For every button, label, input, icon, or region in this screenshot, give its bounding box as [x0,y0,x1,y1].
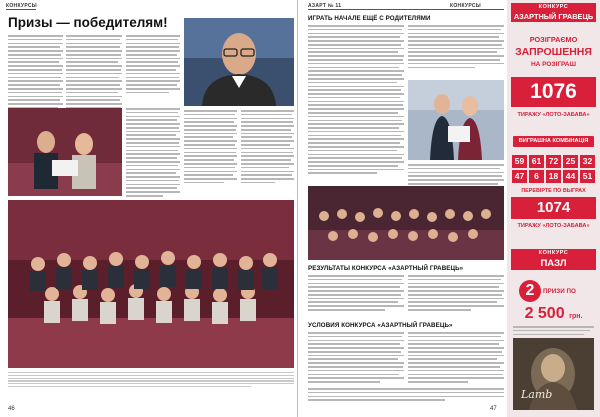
event-photo-1 [8,108,122,196]
winning-number: 47 [512,170,527,183]
article-3-title: УСЛОВИЯ КОНКУРСА «АЗАРТНЫЙ ГРАВЕЦЬ» [308,322,453,329]
contest-label: КОНКУРС [511,3,596,11]
masthead: АЗАРТ № 11 [308,3,342,9]
winning-number: 32 [580,155,595,168]
article-1-title: ИГРАТЬ НАЧАЛЕ ЕЩЁ С РОДИТЕЛЯМИ [308,15,431,22]
winning-number: 18 [546,170,561,183]
winning-number: 25 [563,155,578,168]
contest-2-label: КОНКУРС [511,249,596,257]
puzzle-note [513,326,594,335]
article-3-footer [308,388,504,401]
page-number-left: 46 [8,406,15,412]
prize-unit: грн. [569,313,583,320]
text-column-3 [126,35,180,93]
winning-number: 72 [546,155,561,168]
draw-line-2: ЗАПРОШЕННЯ [515,46,592,58]
article-3-column-2 [408,332,504,383]
winning-number: 6 [529,170,544,183]
page-headline: Призы — победителям! [8,15,168,30]
winning-number: 51 [580,170,595,183]
audience-photo [308,186,504,260]
winning-number: 59 [512,155,527,168]
contest-sidebar [507,0,600,417]
contest-name: АЗАРТНЫЙ ГРАВЕЦЬ [511,11,596,22]
group-photo [8,200,294,368]
contest-2-name: ПАЗЛ [511,257,596,270]
section-tag-bar [6,9,36,10]
article-2-column-2 [408,275,504,311]
winning-number: 61 [529,155,544,168]
book-cover-image [513,338,594,410]
photo-caption [8,372,294,387]
winning-combination-label: ВИГРАШНА КОМБІНАЦІЯ [513,136,594,147]
draw-line-1: РОЗІГРАЄМО [529,35,578,44]
next-draw-caption: ТИРАЖУ «ЛОТО-ЗАБАВА» [517,223,590,229]
section-tag: КОНКУРСЫ [6,3,37,9]
next-draw-label: ПЕРЕВІРТЕ ПО ВЫГРАХ [521,188,586,194]
header-rule [308,9,504,10]
prize-amount-value: 2 500 [524,305,565,322]
book-title: Lamb [521,388,553,401]
page-number-right: 47 [490,406,497,412]
draw-caption: ТИРАЖУ «ЛОТО-ЗАБАВА» [517,112,590,118]
prize-count-label: ПРИЗИ ПО [543,288,576,295]
draw-line-3: НА РОЗІГРАШ [530,61,577,68]
right-page [300,0,600,417]
prize-count: 2 [519,280,541,302]
text-column-5 [241,110,294,183]
article-2-title: РЕЗУЛЬТАТЫ КОНКУРСА «АЗАРТНЫЙ ГРАВЕЦЬ» [308,265,464,272]
next-draw-number: 1074 [511,197,596,219]
section-tag: КОНКУРСЫ [450,3,481,9]
draw-number: 1076 [511,77,596,107]
article-1-column-1 [308,25,404,174]
couple-photo [408,80,504,160]
text-column-4 [184,110,237,183]
left-page [0,0,298,417]
text-column-6 [126,108,180,197]
prize-amount [511,305,596,323]
winning-number: 44 [563,170,578,183]
winning-numbers [512,155,595,183]
article-3-column-1 [308,332,404,383]
article-1-column-2 [408,25,504,68]
portrait-photo [184,18,294,106]
article-2-column-1 [308,275,404,311]
